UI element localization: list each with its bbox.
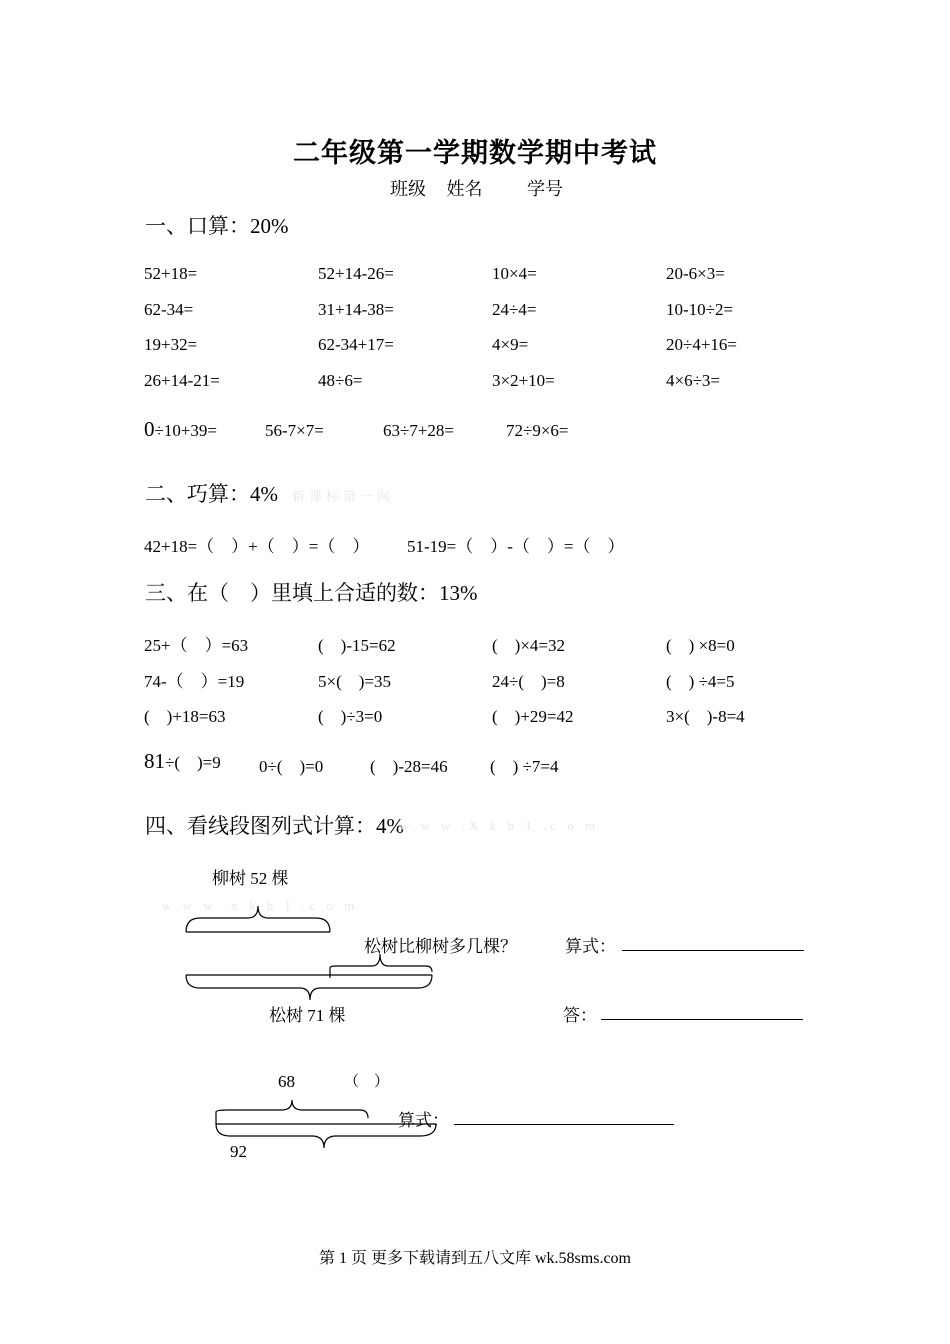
unknown-label: （ ） (344, 1074, 390, 1090)
oral-calc-item: 10-10÷2= (666, 300, 734, 319)
oral-calc-item: 0÷10+39= (144, 417, 218, 441)
oral-calc-item: 31+14-38= (318, 300, 394, 319)
segment-68-label: 68 (278, 1072, 295, 1091)
oral-calc-item: 72÷9×6= (506, 421, 569, 440)
oral-calc-item: 56-7×7= (265, 421, 324, 440)
oral-calc-item: 52+14-26= (318, 264, 394, 283)
fill-blank-item: ( )÷3=0 (318, 707, 383, 726)
oral-calc-item: 48÷6= (318, 371, 363, 390)
segment-92-label: 92 (230, 1142, 247, 1161)
oral-calc-item: 63÷7+28= (383, 421, 455, 440)
fill-blank-item: ( ) ÷4=5 (666, 672, 735, 691)
fill-blank-item: 25+（ ）=63 (144, 636, 249, 655)
willow-brace (186, 906, 330, 932)
fill-blank-item: ( )-15=62 (318, 636, 396, 655)
student-id-label: 学号 (527, 179, 563, 199)
fill-blank-item: ( )×4=32 (492, 636, 565, 655)
section-1-heading: 一、口算：20% (145, 214, 289, 238)
watermark: w w w .x k b 1 .c o m (162, 898, 359, 913)
section-3-heading: 三、在（ ）里填上合适的数：13% (145, 581, 478, 605)
formula-label: 算式： (565, 937, 616, 956)
segment-92-brace (216, 1124, 436, 1148)
fill-blank-item: 0÷( )=0 (259, 757, 324, 776)
clever-calc-item: 42+18=（ ）+（ ）=（ ） (144, 537, 370, 556)
fill-blank-item: ( ) ×8=0 (666, 636, 735, 655)
fill-blank-item: 24÷( )=8 (492, 672, 565, 691)
page-footer: 第 1 页 更多下载请到五八文库 wk.58sms.com (318, 1250, 631, 1267)
fill-blank-item: 3×( )-8=4 (666, 707, 745, 726)
fill-blank-item: ( )-28=46 (370, 757, 448, 776)
oral-calc-item: 62-34= (144, 300, 194, 319)
fill-blank-item: 5×( )=35 (318, 672, 391, 691)
section-4-heading: 四、看线段图列式计算：4% (145, 814, 404, 838)
oral-calc-item: 52+18= (144, 264, 198, 283)
name-label: 姓名 (446, 179, 483, 199)
oral-calc-item: 20÷4+16= (666, 335, 738, 354)
pine-brace (186, 975, 432, 1000)
page-title: 二年级第一学期数学期中考试 (293, 138, 657, 168)
fill-blank-item: ( )+18=63 (144, 707, 226, 726)
oral-calc-item: 10×4= (492, 264, 537, 283)
section-2-heading: 二、巧算：4% (145, 482, 278, 506)
watermark: w w w .X k b 1 .c o m (400, 818, 600, 833)
oral-calc-item: 4×6÷3= (666, 371, 721, 390)
answer-label: 答： (563, 1006, 597, 1025)
fill-blank-item: 74-（ ）=19 (144, 672, 245, 691)
class-label: 班级 (390, 179, 426, 199)
willow-count-label: 柳树 52 棵 (212, 869, 289, 888)
oral-calc-item: 26+14-21= (144, 371, 220, 390)
oral-calc-item: 62-34+17= (318, 335, 394, 354)
fill-blank-item: 81÷( )=9 (144, 749, 221, 773)
oral-calc-item: 19+32= (144, 335, 198, 354)
oral-calc-item: 3×2+10= (492, 371, 555, 390)
formula-label: 算式： (398, 1111, 449, 1130)
oral-calc-item: 4×9= (492, 335, 529, 354)
fill-blank-item: ( ) ÷7=4 (490, 757, 559, 776)
oral-calc-item: 24÷4= (492, 300, 537, 319)
watermark: 新课标第一网 (292, 489, 395, 504)
oral-calc-item: 20-6×3= (666, 264, 725, 283)
clever-calc-item: 51-19=（ ）-（ ）=（ ） (407, 537, 625, 556)
segment-68-brace (216, 1100, 368, 1124)
pine-count-label: 松树 71 棵 (269, 1006, 346, 1025)
question-label: 松树比柳树多几棵？ (364, 937, 517, 956)
fill-blank-item: ( )+29=42 (492, 707, 574, 726)
